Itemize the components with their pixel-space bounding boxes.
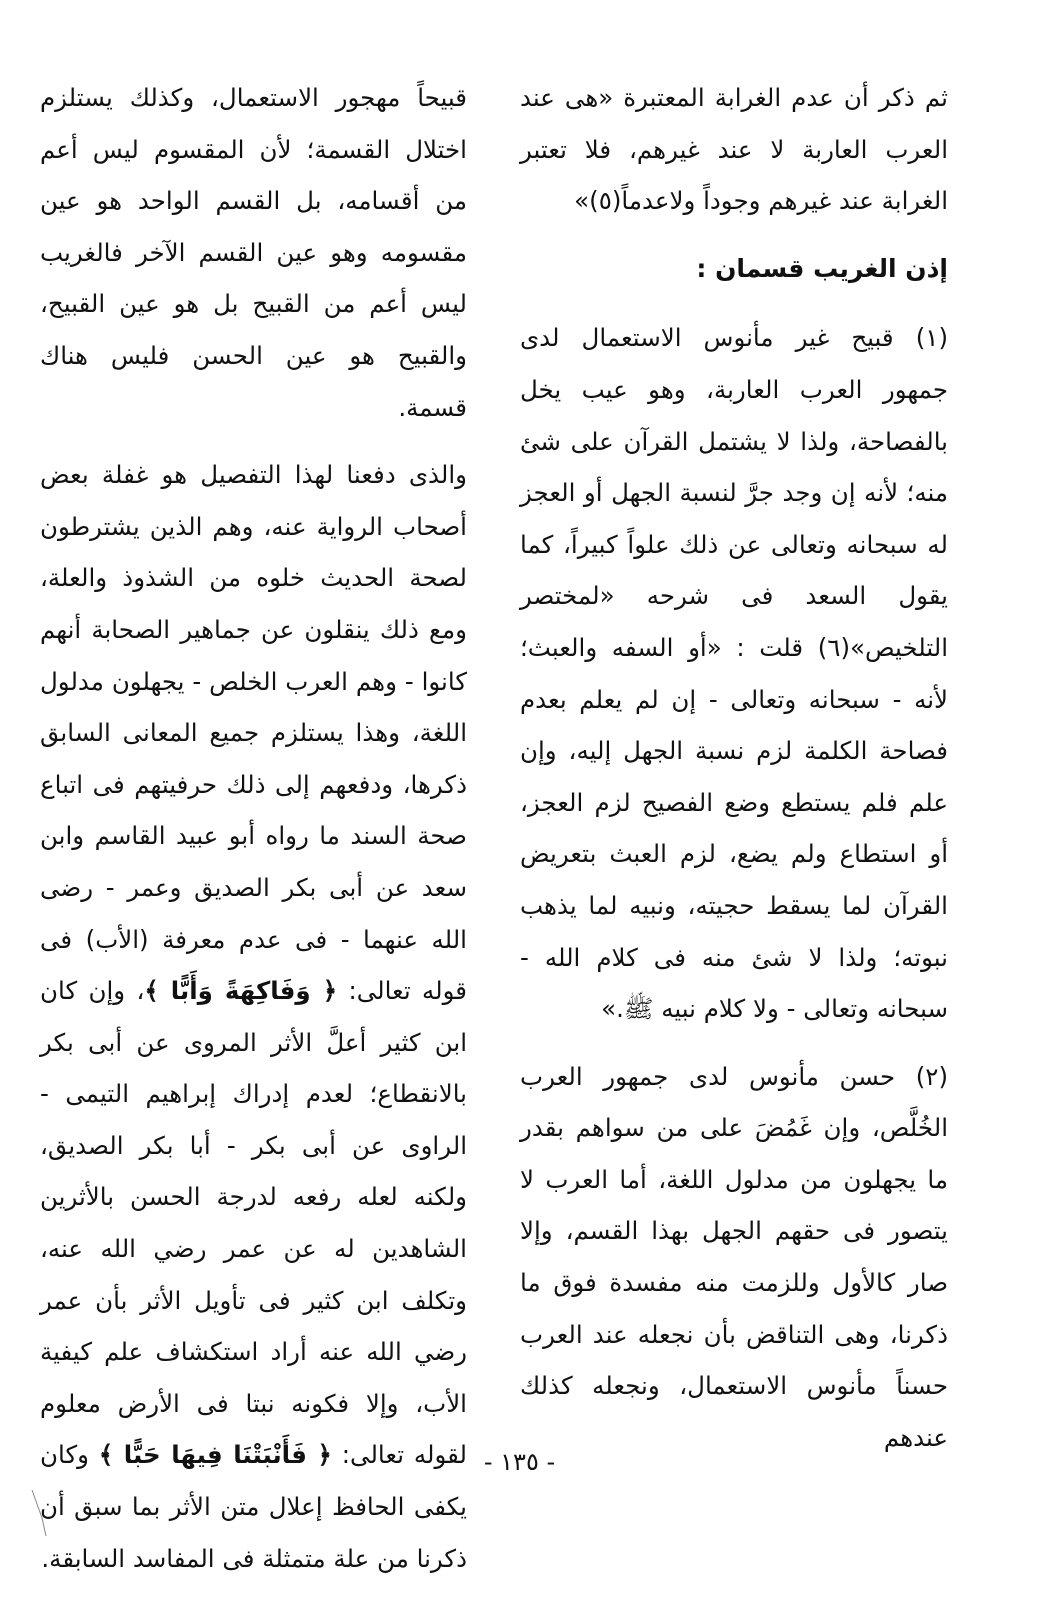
discussion-text-a: والذى دفعنا لهذا التفصيل هو غفلة بعض أصحاب الرواية عنه، وهم الذين يشترطون لصحة الحديث خلوه من الشذوذ والعلة، ومع ذلك ينقلون عن جماهير الصحابة أنهم كانوا - وهم العرب الخلص - يجهلون مدلول اللغة، وهذا يستلزم جميع المعانى السابق ذكرها، ودفعهم إلى ذلك حرفيتهم فى اتباع صحة السند ما رواه أبو عبيد القاسم وابن سعد عن أبى بكر الصديق وعمر - رضى الله عنهما - فى عدم معرفة (الأب) فى قوله تعالى: [40,460,468,1006]
left-paragraph-discussion [40,449,467,1584]
discussion-text-b: ، وإن كان ابن كثير أعلَّ الأثر المروى عن أبى بكر بالانقطاع؛ لعدم إدراك إبراهيم التيمى - الراوى عن أبى بكر - أبا بكر الصديق، ولكنه لعله رفعه لدرجة الحسن بالأثرين الشاهدين له عن عمر رضي الله عنه، وتكلف ابن كثير فى تأويل الأثر بأن عمر رضي الله عنه أراد استكشاف علم كيفية الأب، وإلا فكونه نبتا فى الأرض معلوم لقوله تعالى: [40,976,467,1470]
scan-artifact-line [30,1488,50,1538]
left-paragraph-continuation: قبيحاً مهجور الاستعمال، وكذلك يستلزم اختلال القسمة؛ لأن المقسوم ليس أعم من أقسامه، بل القسم الواحد هو عين مقسومه وهو عين القسم الآخر فالغريب ليس أعم من القبيح بل هو عين القبيح، والقبيح هو عين الحسن فليس هناك قسمة. [40,83,467,422]
right-column [520,72,948,1479]
right-paragraph-second-type: (٢) حسن مأنوس لدى جمهور العرب الخُلَّص، وإن غَمُضَ على من سواهم بقدر ما يجهلون من مدلول اللغة، أما العرب لا يتصور فى حقهم الجهل بهذا القسم، وإلا صار كالأول وللزمت منه مفسدة فوق ما ذكرنا، وهى التناقض بأن نجعله عند العرب حسناً مأنوس الاستعمال، ونجعله كذلك عندهم [520,1061,948,1452]
left-column [40,72,467,1600]
right-paragraph-intro: ثم ذكر أن عدم الغرابة المعتبرة «هى عند العرب العاربة لا عند غيرهم، فلا تعتبر الغرابة عند غيرهم وجوداً ولاعدماً(٥)» [520,83,948,216]
right-paragraph-first-type: (١) قبيح غير مأنوس الاستعمال لدى جمهور العرب العاربة، وهو عيب يخل بالفصاحة، ولذا لا يشتمل القرآن على شئ منه؛ لأنه إن وجد جرَّ لنسبة الجهل أو العجز له سبحانه وتعالى عن ذلك علواً كبيراً، كما يقول السعد فى شرحه «لمختصر التلخيص»(٦) قلت : «أو السفه والعبث؛ لأنه - سبحانه وتعالى - إن لم يعلم بعدم فصاحة الكلمة لزم نسبة الجهل إليه، وإن علم فلم يستطع وضع الفصيح لزم العجز، أو استطاع ولم يضع، لزم العبث بتعريض القرآن لما يسقط حجيته، ونبيه لما يذهب نبوته؛ ولذا لا شئ منه فى كلام الله - سبحانه وتعالى - ولا كلام نبيه ﷺ.» [520,323,948,1024]
quran-verse-fruit-and-grass: ﴿ وَفَاكِهَةً وَأَبًّا ﴾ [144,976,338,1006]
page-number: - ١٣٥ - [483,1448,556,1476]
section-heading: إذن الغريب قسمان : [696,253,948,283]
quran-verse-grain: ﴿ فَأَنْبَتْنَا فِيهَا حَبًّا ﴾ [98,1440,332,1470]
discussion-text-c: وكان يكفى الحافظ إعلال متن الأثر بما سبق أن ذكرنا من علة متمثلة فى المفاسد السابقة. [40,1440,467,1573]
